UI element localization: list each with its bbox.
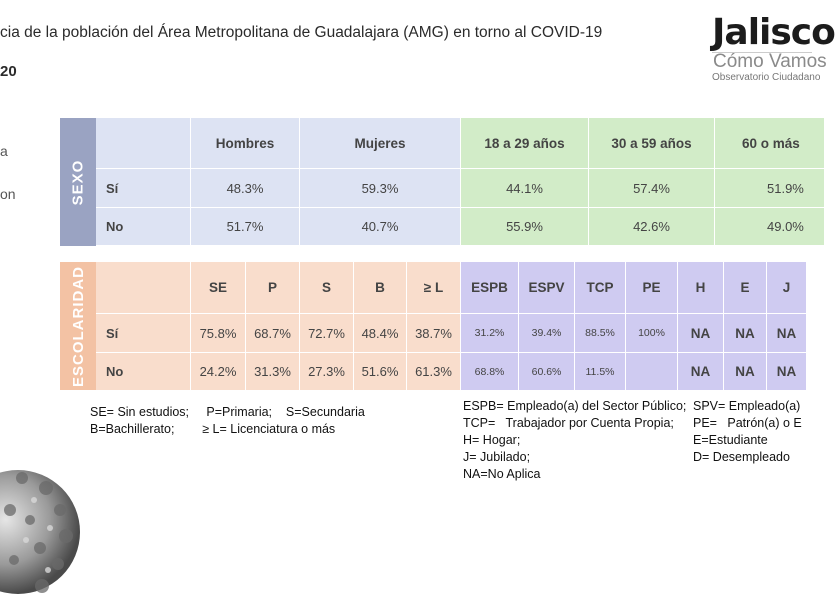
esc-header-espb: ESPB bbox=[461, 262, 519, 314]
esc-cell bbox=[626, 353, 678, 391]
esc-header-tcp: TCP bbox=[575, 262, 626, 314]
esc-cell: 51.6% bbox=[354, 353, 407, 391]
sexo-cell: 55.9% bbox=[461, 208, 589, 246]
esc-cell: NA bbox=[678, 353, 724, 391]
esc-cell: 75.8% bbox=[191, 314, 246, 353]
sexo-cell: 48.3% bbox=[191, 169, 300, 208]
escolaridad-side-label bbox=[60, 262, 96, 390]
legend-line: NA=No Aplica bbox=[463, 467, 541, 481]
sexo-header-corner bbox=[96, 118, 191, 169]
legend-line: SPV= Empleado(a) bbox=[693, 399, 801, 413]
sexo-cell: 49.0% bbox=[715, 208, 825, 246]
legend-line: H= Hogar; bbox=[463, 433, 521, 447]
esc-cell: 31.2% bbox=[461, 314, 519, 353]
side-text-fragment-2: on bbox=[0, 186, 16, 202]
legend-line: D= Desempleado bbox=[693, 450, 790, 464]
sexo-label-text: SEXO bbox=[69, 159, 87, 205]
esc-row-label-no: No bbox=[96, 353, 191, 391]
legend-ocupacion bbox=[463, 398, 686, 483]
esc-header-b: B bbox=[354, 262, 407, 314]
esc-cell: NA bbox=[678, 314, 724, 353]
legend-line: ESPB= Empleado(a) del Sector Público; bbox=[463, 399, 687, 413]
esc-cell: NA bbox=[767, 314, 807, 353]
esc-cell: 38.7% bbox=[407, 314, 461, 353]
esc-cell: 100% bbox=[626, 314, 678, 353]
esc-header-se: SE bbox=[191, 262, 246, 314]
legend-escolaridad bbox=[90, 404, 365, 438]
esc-header-pe: PE bbox=[626, 262, 678, 314]
sexo-cell: 42.6% bbox=[589, 208, 715, 246]
legend-line: E=Estudiante bbox=[693, 433, 768, 447]
sexo-header-hombres: Hombres bbox=[191, 118, 300, 169]
esc-cell: 72.7% bbox=[300, 314, 354, 353]
esc-cell: 68.8% bbox=[461, 353, 519, 391]
sexo-row-label-no: No bbox=[96, 208, 191, 246]
jalisco-como-vamos-logo bbox=[712, 12, 835, 85]
logo-sub-text: Cómo Vamos bbox=[713, 51, 827, 72]
esc-header-espv: ESPV bbox=[519, 262, 575, 314]
esc-cell: NA bbox=[724, 353, 767, 391]
esc-cell: 60.6% bbox=[519, 353, 575, 391]
logo-main-text: Jalisco bbox=[712, 12, 835, 53]
sexo-side-label bbox=[60, 118, 96, 246]
esc-cell: 68.7% bbox=[246, 314, 300, 353]
esc-cell: 88.5% bbox=[575, 314, 626, 353]
sexo-cell: 44.1% bbox=[461, 169, 589, 208]
esc-cell: 24.2% bbox=[191, 353, 246, 391]
esc-row-label-si: Sí bbox=[96, 314, 191, 353]
legend-line: PE= Patrón(a) o E bbox=[693, 416, 802, 430]
sexo-cell: 57.4% bbox=[589, 169, 715, 208]
sexo-cell: 51.7% bbox=[191, 208, 300, 246]
esc-cell: 11.5% bbox=[575, 353, 626, 391]
esc-header-e: E bbox=[724, 262, 767, 314]
page-title: cia de la población del Área Metropolitana de Guadalajara (AMG) en torno al COVID-19 bbox=[0, 24, 603, 41]
esc-cell: 27.3% bbox=[300, 353, 354, 391]
sexo-header-mujeres: Mujeres bbox=[300, 118, 461, 169]
esc-cell: 31.3% bbox=[246, 353, 300, 391]
esc-header-p: P bbox=[246, 262, 300, 314]
esc-header-j: J bbox=[767, 262, 807, 314]
sexo-cell: 51.9% bbox=[715, 169, 825, 208]
sexo-header-60-mas: 60 o más bbox=[715, 118, 825, 169]
legend-ocupacion-cont bbox=[693, 398, 802, 466]
sexo-cell: 59.3% bbox=[300, 169, 461, 208]
esc-header-l: ≥ L bbox=[407, 262, 461, 314]
escolaridad-label-text: ESCOLARIDAD bbox=[69, 265, 87, 387]
esc-header-h: H bbox=[678, 262, 724, 314]
legend-line: SE= Sin estudios; P=Primaria; S=Secundaria bbox=[90, 405, 365, 419]
side-text-fragment-1: a bbox=[0, 143, 8, 159]
legend-line: TCP= Trabajador por Cuenta Propia; bbox=[463, 416, 674, 430]
legend-line: B=Bachillerato; ≥ L= Licenciatura o más bbox=[90, 422, 336, 436]
virus-illustration-icon bbox=[0, 440, 80, 600]
sexo-cell: 40.7% bbox=[300, 208, 461, 246]
esc-header-s: S bbox=[300, 262, 354, 314]
legend-line: J= Jubilado; bbox=[463, 450, 531, 464]
esc-header-corner bbox=[96, 262, 191, 314]
esc-cell: 39.4% bbox=[519, 314, 575, 353]
logo-tag-text: Observatorio Ciudadano bbox=[712, 72, 821, 83]
page-subtitle: 20 bbox=[0, 63, 17, 80]
sexo-row-label-si: Sí bbox=[96, 169, 191, 208]
esc-cell: NA bbox=[724, 314, 767, 353]
sexo-header-30-59: 30 a 59 años bbox=[589, 118, 715, 169]
sexo-header-18-29: 18 a 29 años bbox=[461, 118, 589, 169]
esc-cell: 48.4% bbox=[354, 314, 407, 353]
esc-cell: 61.3% bbox=[407, 353, 461, 391]
esc-cell: NA bbox=[767, 353, 807, 391]
